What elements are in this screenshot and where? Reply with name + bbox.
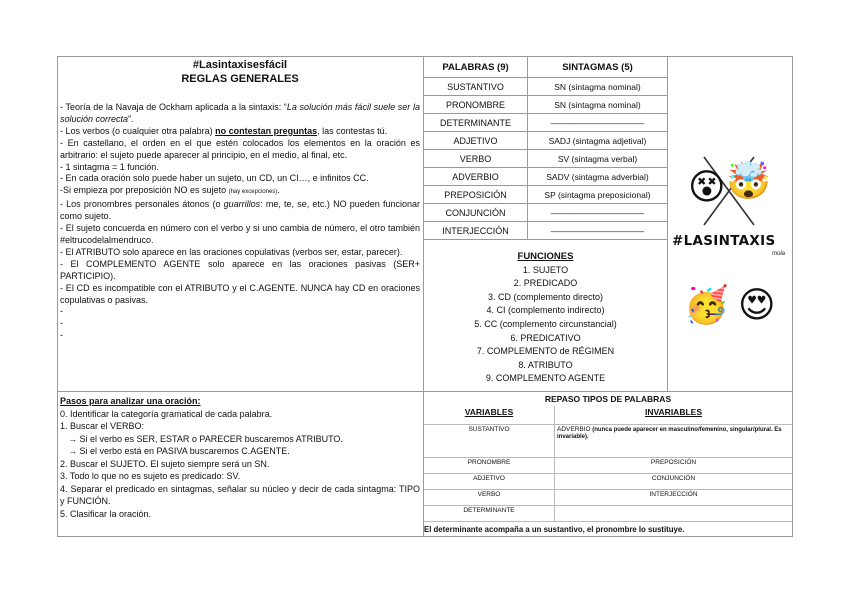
review-title: REPASO TIPOS DE PALABRAS [544, 394, 672, 404]
rule-item [60, 330, 420, 342]
step-item: → Si el verbo es SER, ESTAR o PARECER buscaremos ATRIBUTO. [68, 433, 343, 444]
functions-list [424, 264, 667, 386]
step-item: → Si el verbo está en PASIVA buscaremos C.AGENTE. [68, 446, 290, 456]
words-row [424, 150, 668, 168]
divider-horizontal [57, 391, 793, 392]
rule-item [60, 247, 420, 259]
variable-word: ADJETIVO [424, 474, 555, 490]
rule-text: - El ATRIBUTO solo aparece en las oraciones copulativas (verbos ser, estar, parecer). [60, 246, 403, 257]
words-row [424, 96, 668, 114]
rule-text: : me, te, se, etc.) NO pueden funcionar como sujeto. [60, 199, 420, 222]
rules-list [60, 102, 420, 342]
step-item: 4. Separar el predicado en sintagmas, señalar su núcleo y decir de cada sintagma: TIPO y FUNCIÓN. [60, 483, 420, 506]
functions-section [424, 250, 667, 386]
word-category: ADJETIVO [424, 132, 528, 150]
word-category: PREPOSICIÓN [424, 186, 528, 204]
phrase-type: SP (sintagma preposicional) [528, 186, 668, 204]
step-item: 5. Clasificar la oración. [60, 508, 152, 519]
rule-text: - El COMPLEMENTO AGENTE solo aparece en las oraciones pasivas (SER+ PARTICIPIO). [60, 258, 420, 281]
review-section [424, 393, 792, 534]
invariable-cell [555, 506, 793, 522]
words-row [424, 204, 668, 222]
invariable-cell: PREPOSICIÓN [555, 458, 793, 474]
rule-item [60, 283, 420, 307]
word-category: DETERMINANTE [424, 114, 528, 132]
party-face-icon: 🥳 [684, 284, 729, 325]
words-table [423, 56, 668, 240]
variables-header: VARIABLES [424, 406, 555, 425]
invariable-cell: CONJUNCIÓN [555, 474, 793, 490]
rule-text: . [277, 185, 280, 196]
phrase-type: SADJ (sintagma adjetival) [528, 132, 668, 150]
word-category: ADVERBIO [424, 168, 528, 186]
rules-subtitle: REGLAS GENERALES [181, 73, 299, 85]
rule-text: , las contestas tú. [317, 125, 388, 136]
words-row [424, 132, 668, 150]
rule-item [60, 318, 420, 330]
invariables-header: INVARIABLES [555, 406, 793, 425]
steps-title: Pasos para analizar una oración: [60, 396, 201, 406]
heart-eyes-face-icon: 😍 [738, 284, 776, 325]
invariable-cell: INTERJECCIÓN [555, 490, 793, 506]
words-row [424, 222, 668, 240]
invariable-word: ADVERBIO [557, 426, 591, 433]
brand-column [668, 57, 792, 390]
invariable-cell [555, 425, 793, 458]
rule-text: - En castellano, el orden en el que estén colocados los elementos en la oración es arbitrario: el sujeto puede aparecer al principio, en el medio, al final, etc. [60, 137, 420, 160]
exploding-head-icon: 🤯 [726, 160, 771, 201]
rule-text: - Los pronombres personales átonos (o [60, 199, 224, 210]
variable-word: SUSTANTIVO [424, 425, 555, 458]
function-item: 5. CC (complemento circunstancial) [474, 318, 617, 329]
phrase-type: SV (sintagma verbal) [528, 150, 668, 168]
function-item: 1. SUJETO [522, 264, 569, 275]
words-row [424, 168, 668, 186]
step-item: 2. Buscar el SUJETO. El sujeto siempre será un SN. [60, 458, 270, 469]
function-item: 9. COMPLEMENTO AGENTE [485, 373, 606, 384]
function-item: 7. COMPLEMENTO de RÉGIMEN [476, 346, 615, 357]
variable-word: DETERMINANTE [424, 506, 555, 522]
phrase-type: ——————————— [528, 222, 668, 240]
words-row [424, 186, 668, 204]
invariable-note: (nunca puede aparecer en masculino/femenino, singular/plural. Es invariable). [557, 427, 782, 440]
rule-item [60, 185, 420, 199]
phrase-type: ——————————— [528, 204, 668, 222]
rule-item [60, 259, 420, 283]
words-row [424, 78, 668, 96]
variable-word: VERBO [424, 490, 555, 506]
review-row [424, 490, 792, 506]
page-title: #Lasintaxisesfácil [192, 59, 288, 71]
review-footer: El determinante acompaña a un sustantivo, el pronombre lo sustituye. [424, 525, 685, 534]
word-category: PRONOMBRE [424, 96, 528, 114]
rule-item [60, 126, 420, 138]
rules-section [60, 58, 420, 388]
rule-item [60, 173, 420, 185]
phrase-type: ——————————— [528, 114, 668, 132]
review-table [424, 406, 792, 522]
rule-item [60, 162, 420, 174]
review-row [424, 425, 792, 458]
rule-text: -Si empieza por preposición NO es sujeto [60, 185, 229, 196]
rule-text: - [60, 330, 63, 341]
phrases-header: SINTAGMAS (5) [528, 57, 668, 78]
rule-text: - 1 sintagma = 1 función. [60, 161, 159, 172]
rule-text: ”. [128, 113, 134, 124]
word-category: CONJUNCIÓN [424, 204, 528, 222]
rule-text: - [60, 318, 63, 329]
functions-title: FUNCIONES [517, 251, 574, 262]
rule-text: - El sujeto concuerda en número con el verbo y si uno cambia de número, el otro también #eltrucodelalmendruco. [60, 223, 420, 245]
variable-word: PRONOMBRE [424, 458, 555, 474]
words-header: PALABRAS (9) [424, 57, 528, 78]
function-item: 3. CD (complemento directo) [487, 291, 604, 302]
dizzy-face-icon: 😵 [688, 166, 726, 207]
word-category: INTERJECCIÓN [424, 222, 528, 240]
function-item: 8. ATRIBUTO [518, 359, 573, 370]
rule-item [60, 138, 420, 162]
words-row [424, 114, 668, 132]
rule-text: no contestan preguntas [215, 125, 318, 136]
step-item: 1. Buscar el VERBO: [60, 421, 145, 431]
rule-text: (hay excepciones) [228, 189, 278, 196]
brand-signature: mola [772, 251, 786, 257]
review-row [424, 474, 792, 490]
rule-text: La solución más fácil suele ser la solución correcta [60, 102, 420, 124]
steps-list [60, 408, 420, 521]
steps-section [60, 395, 420, 520]
rule-text: - [60, 306, 63, 317]
rule-text: - Los verbos (o cualquier otra palabra) [60, 125, 216, 136]
phrase-type: SN (sintagma nominal) [528, 96, 668, 114]
brand-hashtag: #LASINTAXIS [672, 233, 776, 249]
rule-item [60, 199, 420, 223]
word-category: SUSTANTIVO [424, 78, 528, 96]
rule-text: - Teoría de la Navaja de Ockham aplicada a la sintaxis: “ [60, 102, 287, 112]
function-item: 4. CI (complemento indirecto) [486, 305, 605, 316]
step-item: 0. Identificar la categoría gramatical de cada palabra. [60, 408, 273, 419]
rule-text: - El CD es incompatible con el ATRIBUTO y el C.AGENTE. NUNCA hay CD en oraciones copulativas o pasivas. [60, 282, 420, 305]
phrase-type: SN (sintagma nominal) [528, 78, 668, 96]
rule-text: guarrillos [223, 199, 261, 210]
function-item: 2. PREDICADO [513, 278, 578, 289]
word-category: VERBO [424, 150, 528, 168]
rule-text: - En cada oración solo puede haber un sujeto, un CD, un CI…, e infinitos CC. [60, 173, 369, 184]
function-item: 6. PREDICATIVO [510, 332, 581, 343]
phrase-type: SADV (sintagma adverbial) [528, 168, 668, 186]
step-item: 3. Todo lo que no es sujeto es predicado: SV. [60, 471, 241, 481]
rule-item [60, 102, 420, 126]
rule-item [60, 306, 420, 318]
rule-item [60, 223, 420, 247]
review-row [424, 506, 792, 522]
review-row [424, 458, 792, 474]
